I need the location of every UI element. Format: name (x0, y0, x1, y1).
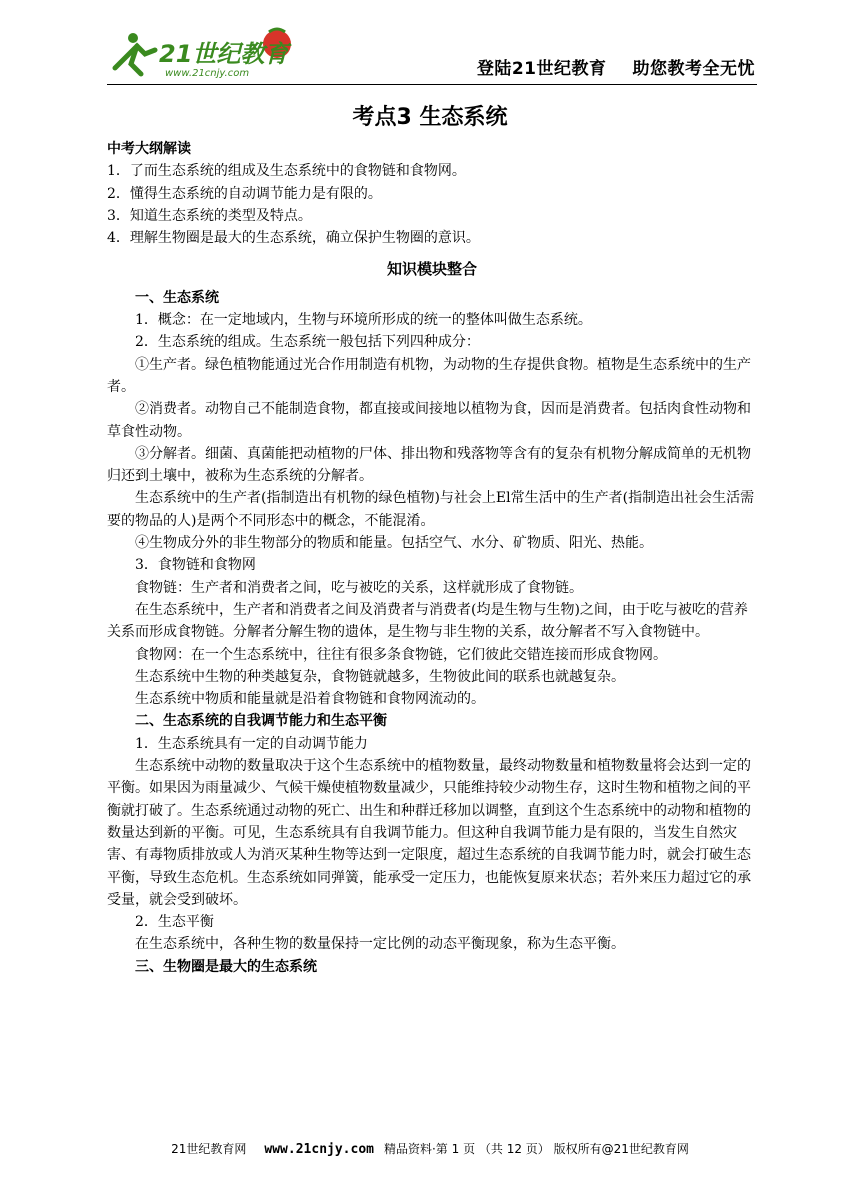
outline-heading: 中考大纲解读 (107, 141, 191, 157)
paragraph: 生态系统中动物的数量取决于这个生态系统中的植物数量，最终动物数量和植物数量将会达到一定的平衡。如果因为雨量减少、气候干燥使植物数量减少，只能维持较少动物生存，这时生物和植物之间的平衡就打破了。生态系统通过动物的死亡、出生和种群迁移加以调整，直到这个生态系统中的动物和植物的数量达到新的平衡。可见，生态系统具有自我调节能力。但这种自我调节能力是有限的，当发生自然灾害、有毒物质排放或人为消灭某种生物等达到一定限度，超过生态系统的自我调节能力时，就会打破生态平衡，导致生态危机。生态系统如同弹簧，能承受一定压力，也能恢复原来状态；若外来压力超过它的承受量，就会受到破坏。 (107, 758, 751, 908)
paragraph: 食物链：生产者和消费者之间，吃与被吃的关系，这样就形成了食物链。 (135, 579, 583, 596)
subheading: 1．生态系统具有一定的自动调节能力 (135, 735, 368, 752)
paragraph: ①生产者。绿色植物能通过光合作用制造有机物，为动物的生存提供食物。植物是生态系统中的生产者。 (107, 356, 751, 395)
paragraph: 食物网：在一个生态系统中，往往有很多条食物链，它们彼此交错连接而形成食物网。 (135, 646, 667, 663)
paragraph: 生态系统中的生产者(指制造出有机物的绿色植物)与社会上El常生活中的生产者(指制造出社会生活需要的物品的人)是两个不同形态中的概念，不能混淆。 (107, 490, 755, 529)
subheading: 3．食物链和食物网 (135, 557, 256, 574)
outline-item: 4．理解生物圈是最大的生态系统，确立保护生物圈的意识。 (107, 230, 480, 247)
slogan-login: 登陆21世纪教育 (476, 59, 607, 79)
header-slogan (477, 54, 755, 79)
outline-item: 3．知道生态系统的类型及特点。 (107, 207, 312, 224)
paragraph: 生态系统中生物的种类越复杂，食物链就越多，生物彼此间的联系也就越复杂。 (135, 668, 625, 685)
footer-site-link[interactable]: www.21cnjy.com (264, 1142, 374, 1157)
paragraph: ④生物成分外的非生物部分的物质和能量。包括空气、水分、矿物质、阳光、热能。 (135, 535, 653, 552)
footer-left: 21世纪教育网 (171, 1142, 247, 1156)
document-body (107, 138, 757, 978)
paragraph: 在生态系统中，生产者和消费者之间及消费者与消费者(均是生物与生物)之间，由于吃与被吃的营养关系而形成食物链。分解者分解生物的遗体，是生物与非生物的关系，故分解者不写入食物链中。 (107, 601, 748, 641)
paragraph: ②消费者。动物自己不能制造食物，都直接或间接地以植物为食，因而是消费者。包括肉食性动物和草食性动物。 (107, 401, 751, 440)
module-heading: 知识模块整合 (386, 260, 477, 279)
paragraph: 1．概念：在一定地域内，生物与环境所形成的统一的整体叫做生态系统。 (135, 312, 592, 329)
slogan-help: 助您教考全无忧 (632, 59, 755, 79)
outline-item: 1．了而生态系统的组成及生态系统中的食物链和食物网。 (107, 163, 466, 180)
footer-right: 精品资料·第 1 页 （共 12 页） 版权所有@21世纪教育网 (383, 1142, 689, 1156)
paragraph: 生态系统中物质和能量就是沿着食物链和食物网流动的。 (135, 691, 485, 708)
paragraph: 在生态系统中，各种生物的数量保持一定比例的动态平衡现象，称为生态平衡。 (135, 936, 625, 953)
section-heading: 一、生态系统 (135, 289, 219, 306)
outline-item: 2．懂得生态系统的自动调节能力是有限的。 (107, 185, 382, 202)
svg-text:www.21cnjy.com: www.21cnjy.com (165, 68, 250, 79)
section-heading: 三、生物圈是最大的生态系统 (135, 958, 317, 975)
page-header (107, 20, 757, 85)
paragraph: ③分解者。细菌、真菌能把动植物的尸体、排出物和残落物等含有的复杂有机物分解成简单的无机物归还到土壤中，被称为生态系统的分解者。 (107, 445, 751, 485)
page-footer (0, 1140, 860, 1157)
logo (107, 24, 317, 82)
section-heading: 二、生态系统的自我调节能力和生态平衡 (135, 713, 387, 730)
subheading: 2．生态平衡 (135, 914, 214, 931)
logo-graphic (107, 24, 317, 82)
page-title: 考点3 生态系统 (352, 105, 508, 130)
paragraph: 2．生态系统的组成。生态系统一般包括下列四种成分： (135, 334, 480, 351)
svg-text:21世纪教育: 21世纪教育 (159, 40, 289, 68)
